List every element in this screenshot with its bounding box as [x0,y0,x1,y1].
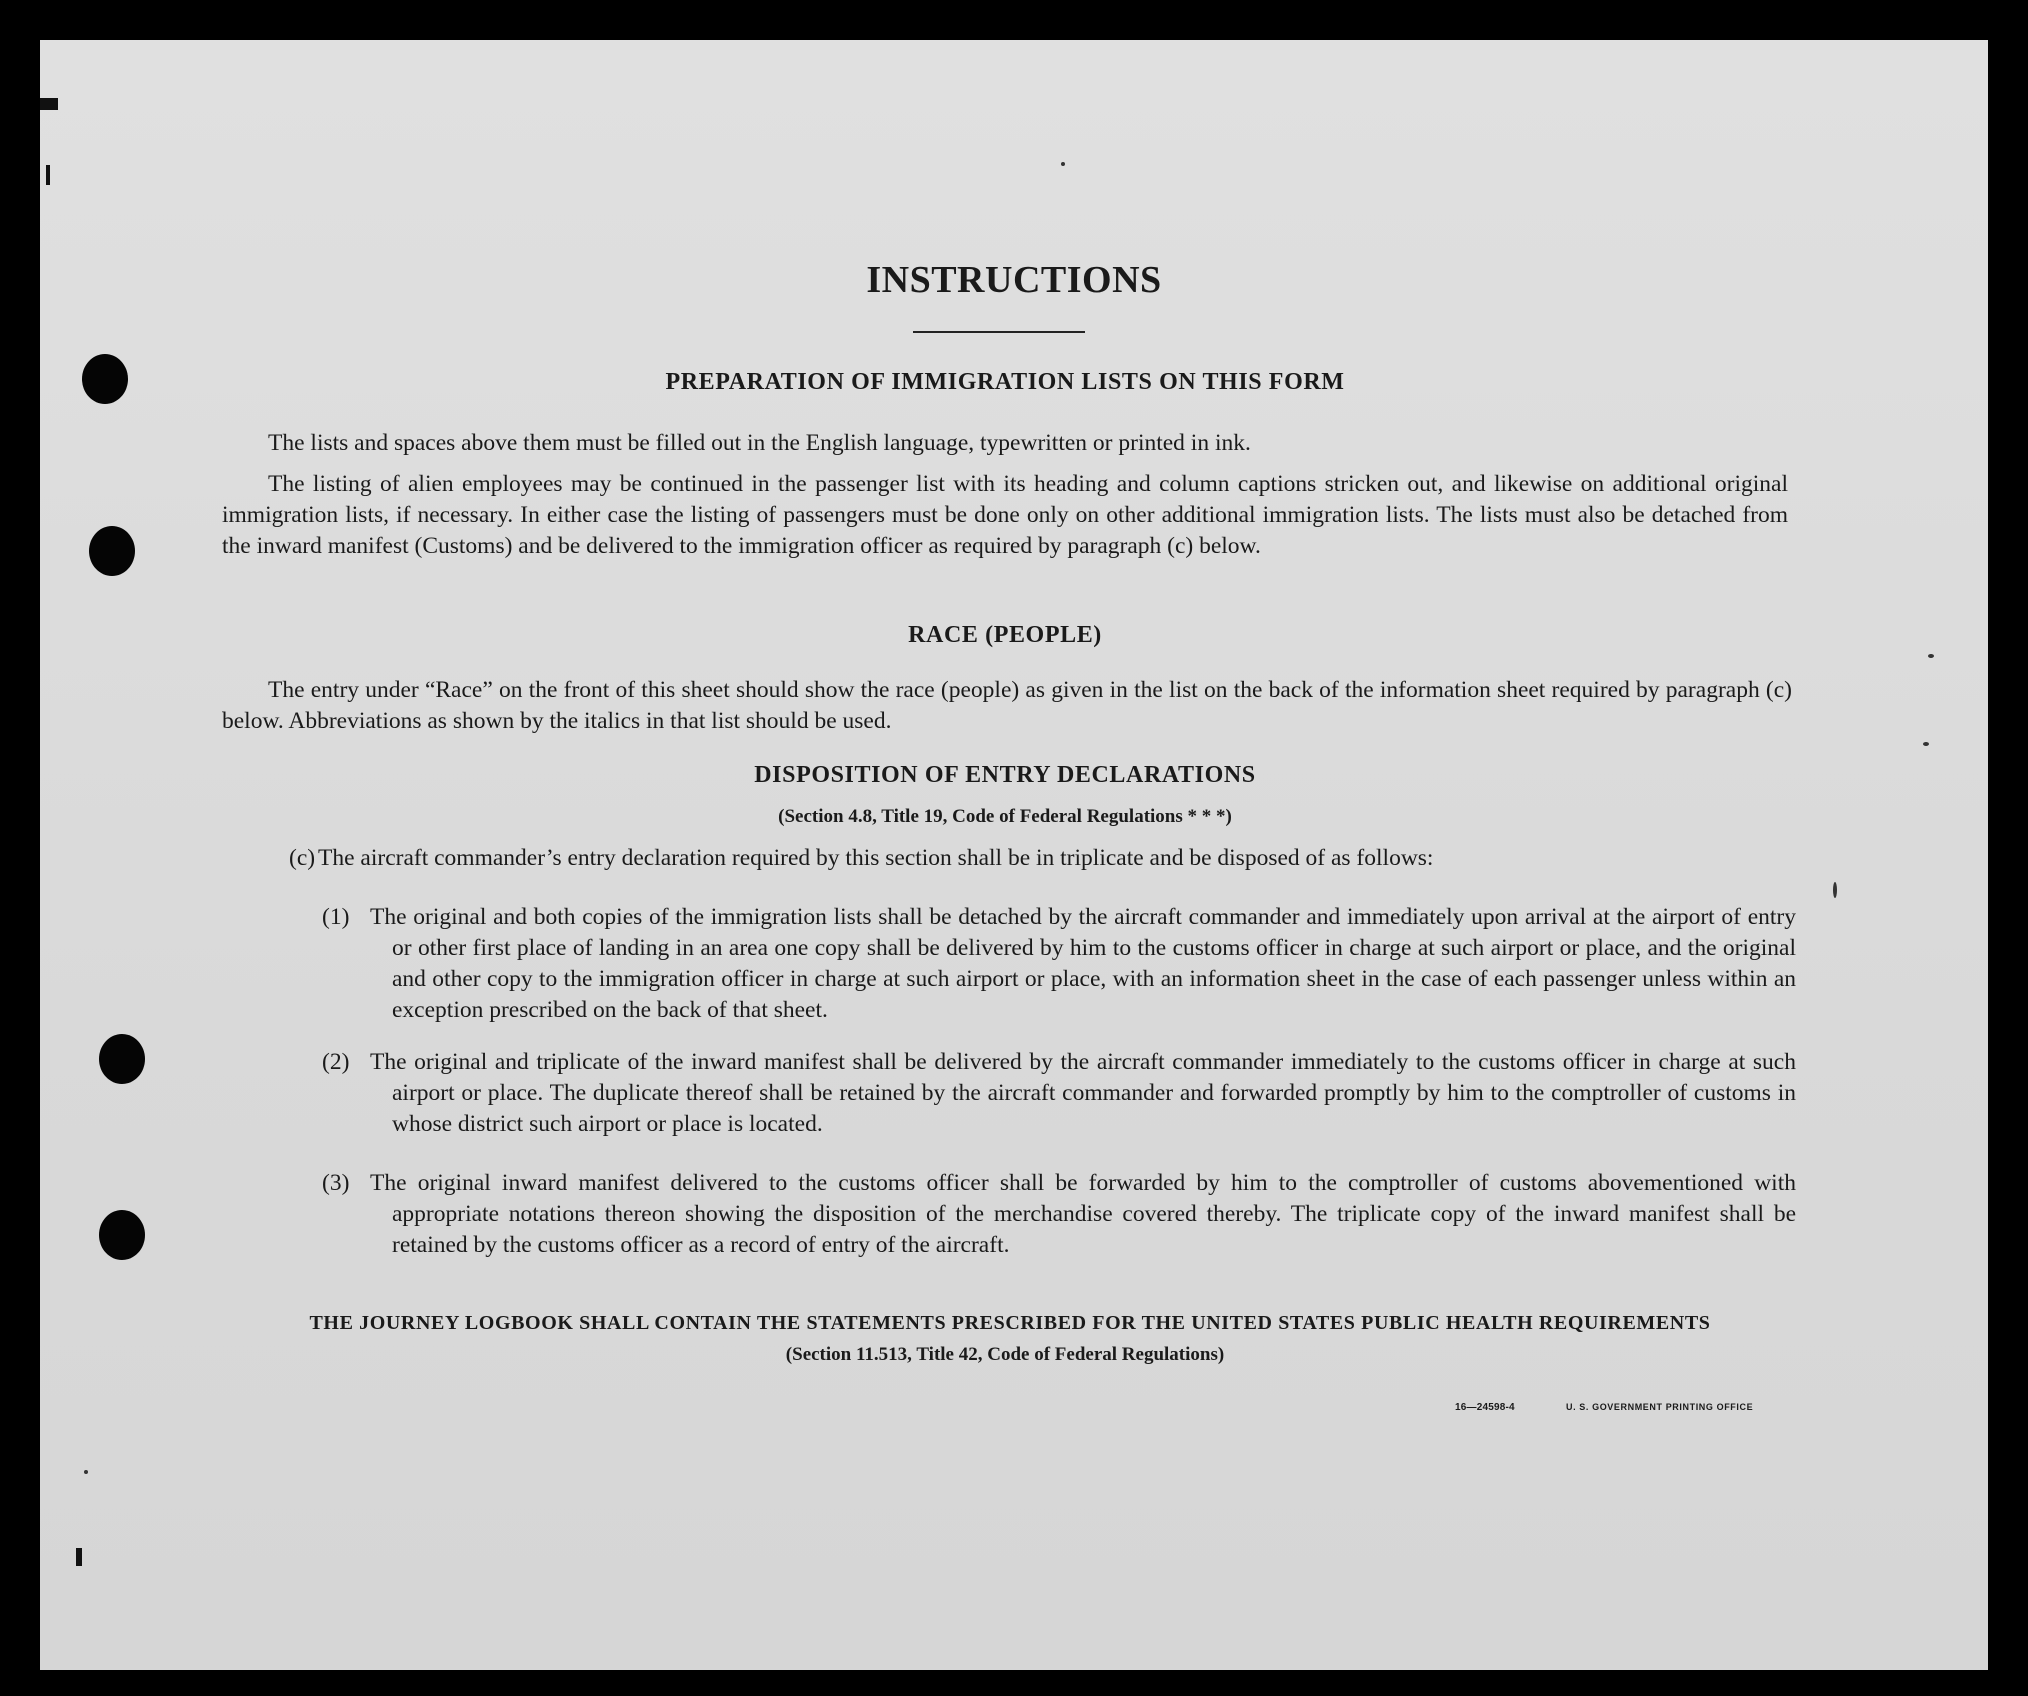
punch-hole-2 [89,526,135,576]
title-underline [913,331,1085,333]
section-heading-race: RACE (PEOPLE) [908,622,1102,648]
edge-mark [46,165,50,185]
preparation-paragraph-1: The lists and spaces above them must be filled out in the English language, typewritten or printed in ink. [268,430,1251,456]
edge-mark [76,1548,82,1566]
race-paragraph: The entry under “Race” on the front of this sheet should show the race (people) as given in the list on the back of the information sheet required by paragraph (c) below. Abbreviations as shown by the italics in that list should be used. [222,677,1792,734]
preparation-paragraph-2: The listing of alien employees may be continued in the passenger list with its heading and column captions stricken out, and likewise on additional original immigration lists, if necessary. In either case the listing of passengers must be done only on other additional immigration lists. The lists must also be detached from the inward manifest (Customs) and be delivered to the immigration officer as required by paragraph (c) below. [222,471,1788,559]
disposition-item-1 [322,902,1796,1026]
item-text: The original and triplicate of the inward manifest shall be delivered by the aircraft commander immediately to the customs officer in charge at such airport or place. The duplicate thereof shall be retained by the aircraft commander and forwarded promptly by him to the comptroller of customs in whose district such airport or place is located. [370,1049,1796,1137]
printer-imprint: U. S. GOVERNMENT PRINTING OFFICE [1566,1402,1754,1412]
item-text: The original inward manifest delivered to the customs officer shall be forwarded by him to the comptroller of customs abovementioned with appropriate notations thereon showing the disposition of the merchandise covered thereby. The triplicate copy of the inward manifest shall be retained by the customs officer as a record of entry of the aircraft. [370,1170,1796,1258]
footer-statement: THE JOURNEY LOGBOOK SHALL CONTAIN THE STATEMENTS PRESCRIBED FOR THE UNITED STATES PUBLIC HEALTH REQUIREMENTS [309,1312,1711,1334]
punch-hole-3 [99,1034,145,1084]
page-title: INSTRUCTIONS [866,259,1162,301]
speck [1833,882,1837,898]
speck [1928,654,1934,658]
punch-hole-4 [99,1210,145,1260]
disposition-item-2 [322,1047,1796,1140]
disposition-item-3 [322,1168,1796,1261]
section-heading-preparation: PREPARATION OF IMMIGRATION LISTS ON THIS FORM [665,369,1345,395]
item-number: (2) [322,1049,350,1075]
edge-mark [40,98,58,110]
footer-citation: (Section 11.513, Title 42, Code of Federal Regulations) [785,1344,1225,1365]
item-text: The original and both copies of the immigration lists shall be detached by the aircraft commander and immediately upon arrival at the airport of entry or other first place of landing in an area one copy shall be delivered by him to the customs officer in charge at such airport or place, and the original and other copy to the immigration officer in charge at such airport or place, with an information sheet in the case of each passenger unless within an exception prescribed on the back of that sheet. [370,904,1796,1023]
print-code: 16—24598-4 [1455,1402,1515,1413]
speck [84,1470,88,1474]
item-number: (1) [322,904,350,930]
speck [1061,162,1065,166]
lead-label: (c) [289,845,316,871]
speck [1923,742,1929,746]
lead-text: The aircraft commander’s entry declaration required by this section shall be in triplicate and be disposed of as follows: [318,845,1434,871]
section-heading-disposition: DISPOSITION OF ENTRY DECLARATIONS [754,762,1256,788]
disposition-lead [289,843,1788,874]
disposition-citation: (Section 4.8, Title 19, Code of Federal Regulations * * *) [778,806,1232,827]
item-number: (3) [322,1170,350,1196]
